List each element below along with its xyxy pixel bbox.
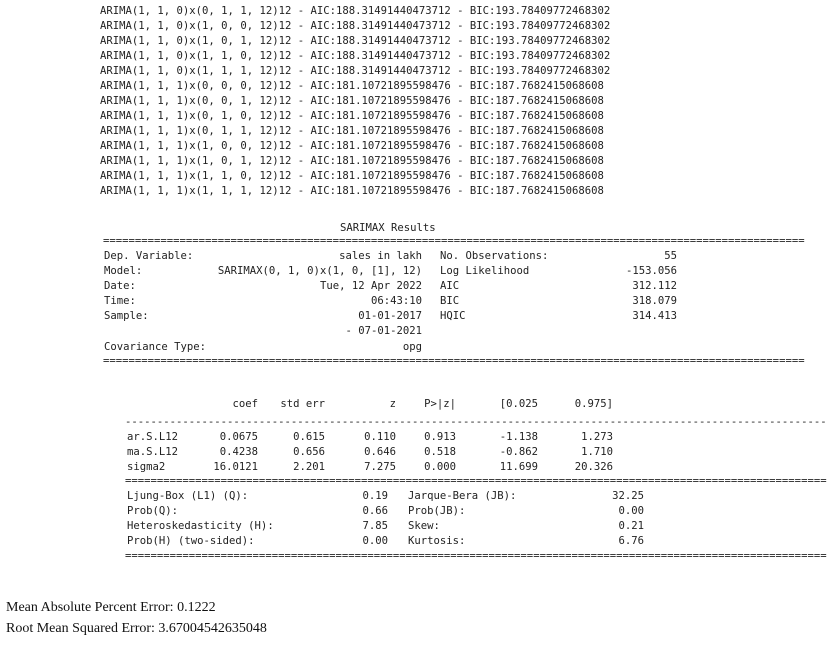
coef-column-header: P>|z| <box>424 398 456 410</box>
coef-row-name: ar.S.L12 <box>127 431 179 443</box>
diag-left-label: Heteroskedasticity (H): <box>127 520 274 532</box>
coef-cell: 1.273 <box>581 431 613 443</box>
nobs-label: No. Observations: <box>440 250 549 262</box>
arima-result-line: ARIMA(1, 1, 0)x(1, 1, 1, 12)12 - AIC:188.31491440473712 - BIC:193.78409772468302 <box>100 65 611 77</box>
hqic-value: 314.413 <box>632 310 677 322</box>
coef-cell: 0.518 <box>424 446 456 458</box>
loglik-value: -153.056 <box>625 265 677 277</box>
arima-result-line: ARIMA(1, 1, 1)x(0, 0, 1, 12)12 - AIC:181.10721895598476 - BIC:187.7682415068608 <box>100 95 604 107</box>
arima-result-line: ARIMA(1, 1, 1)x(1, 1, 1, 12)12 - AIC:181.10721895598476 - BIC:187.7682415068608 <box>100 185 604 197</box>
coef-row-name: sigma2 <box>127 461 166 473</box>
diag-left-value: 0.19 <box>362 490 388 502</box>
sample-label: Sample: <box>104 310 149 322</box>
bic-value: 318.079 <box>632 295 677 307</box>
dep-variable-value: sales in lakh <box>339 250 422 262</box>
coef-cell: 0.0675 <box>219 431 258 443</box>
diag-left-label: Prob(Q): <box>127 505 179 517</box>
sample-value: 01-01-2017 <box>358 310 422 322</box>
aic-label: AIC <box>440 280 460 292</box>
date-value: Tue, 12 Apr 2022 <box>319 280 422 292</box>
diag-right-label: Skew: <box>408 520 440 532</box>
diag-right-label: Prob(JB): <box>408 505 466 517</box>
date-label: Date: <box>104 280 136 292</box>
double-rule: ============================================================================================================== <box>103 235 805 247</box>
mape-line: Mean Absolute Percent Error: 0.1222 <box>6 600 216 615</box>
coef-cell: 1.710 <box>581 446 613 458</box>
double-rule: ============================================================================================================== <box>125 475 827 487</box>
metrics-output <box>6 597 267 639</box>
nobs-value: 55 <box>664 250 677 262</box>
coef-cell: 7.275 <box>364 461 396 473</box>
arima-result-line: ARIMA(1, 1, 1)x(0, 1, 1, 12)12 - AIC:181.10721895598476 - BIC:187.7682415068608 <box>100 125 604 137</box>
coef-row-name: ma.S.L12 <box>127 446 179 458</box>
coef-cell: -1.138 <box>499 431 538 443</box>
diag-left-value: 0.00 <box>362 535 388 547</box>
rmse-line: Root Mean Squared Error: 3.67004542635048 <box>6 621 267 636</box>
coef-cell: 16.0121 <box>213 461 258 473</box>
coef-column-header: [0.025 <box>499 398 538 410</box>
arima-results-list <box>100 4 610 199</box>
coef-cell: 2.201 <box>293 461 325 473</box>
diag-right-value: 0.00 <box>618 505 644 517</box>
arima-result-line: ARIMA(1, 1, 0)x(1, 1, 0, 12)12 - AIC:188.31491440473712 - BIC:193.78409772468302 <box>100 50 611 62</box>
diag-right-label: Jarque-Bera (JB): <box>408 490 517 502</box>
sarimax-title: SARIMAX Results <box>340 222 436 234</box>
diag-left-label: Prob(H) (two-sided): <box>127 535 255 547</box>
coef-cell: 11.699 <box>499 461 538 473</box>
aic-value: 312.112 <box>632 280 677 292</box>
coef-cell: 0.615 <box>293 431 325 443</box>
cov-type-label: Covariance Type: <box>104 341 207 353</box>
arima-result-line: ARIMA(1, 1, 1)x(1, 0, 1, 12)12 - AIC:181.10721895598476 - BIC:187.7682415068608 <box>100 155 604 167</box>
arima-result-line: ARIMA(1, 1, 0)x(1, 0, 0, 12)12 - AIC:188.31491440473712 - BIC:193.78409772468302 <box>100 20 611 32</box>
diag-right-label: Kurtosis: <box>408 535 466 547</box>
arima-result-line: ARIMA(1, 1, 1)x(0, 0, 0, 12)12 - AIC:181.10721895598476 - BIC:187.7682415068608 <box>100 80 604 92</box>
arima-result-line: ARIMA(1, 1, 1)x(0, 1, 0, 12)12 - AIC:181.10721895598476 - BIC:187.7682415068608 <box>100 110 604 122</box>
coef-cell: 0.110 <box>364 431 396 443</box>
coef-cell: 20.326 <box>574 461 613 473</box>
dep-variable-label: Dep. Variable: <box>104 250 194 262</box>
arima-result-line: ARIMA(1, 1, 0)x(1, 0, 1, 12)12 - AIC:188.31491440473712 - BIC:193.78409772468302 <box>100 35 611 47</box>
double-rule: ============================================================================================================== <box>103 355 805 367</box>
model-value: SARIMAX(0, 1, 0)x(1, 0, [1], 12) <box>217 265 422 277</box>
coef-cell: 0.646 <box>364 446 396 458</box>
diag-right-value: 0.21 <box>618 520 644 532</box>
hqic-label: HQIC <box>440 310 466 322</box>
time-value: 06:43:10 <box>370 295 422 307</box>
coef-cell: 0.4238 <box>219 446 258 458</box>
diag-right-value: 6.76 <box>618 535 644 547</box>
double-rule: ============================================================================================================== <box>125 550 827 562</box>
time-label: Time: <box>104 295 136 307</box>
diag-right-value: 32.25 <box>612 490 644 502</box>
single-rule: -------------------------------------------------------------------------------------------------------------- <box>125 416 827 428</box>
diag-left-label: Ljung-Box (L1) (Q): <box>127 490 249 502</box>
coef-column-header: coef <box>232 398 258 410</box>
diag-left-value: 0.66 <box>362 505 388 517</box>
diag-left-value: 7.85 <box>362 520 388 532</box>
model-label: Model: <box>104 265 143 277</box>
coef-column-header: z <box>389 398 396 410</box>
arima-result-line: ARIMA(1, 1, 0)x(0, 1, 1, 12)12 - AIC:188.31491440473712 - BIC:193.78409772468302 <box>100 5 611 17</box>
arima-result-line: ARIMA(1, 1, 1)x(1, 0, 0, 12)12 - AIC:181.10721895598476 - BIC:187.7682415068608 <box>100 140 604 152</box>
coef-cell: 0.000 <box>424 461 456 473</box>
sample-value-end: - 07-01-2021 <box>345 325 422 337</box>
coef-column-header: std err <box>280 398 325 410</box>
cov-type-value: opg <box>402 341 422 353</box>
coef-cell: -0.862 <box>499 446 538 458</box>
coef-cell: 0.656 <box>293 446 325 458</box>
coef-column-header: 0.975] <box>574 398 613 410</box>
arima-result-line: ARIMA(1, 1, 1)x(1, 1, 0, 12)12 - AIC:181.10721895598476 - BIC:187.7682415068608 <box>100 170 604 182</box>
loglik-label: Log Likelihood <box>440 265 530 277</box>
coef-cell: 0.913 <box>424 431 456 443</box>
bic-label: BIC <box>440 295 460 307</box>
